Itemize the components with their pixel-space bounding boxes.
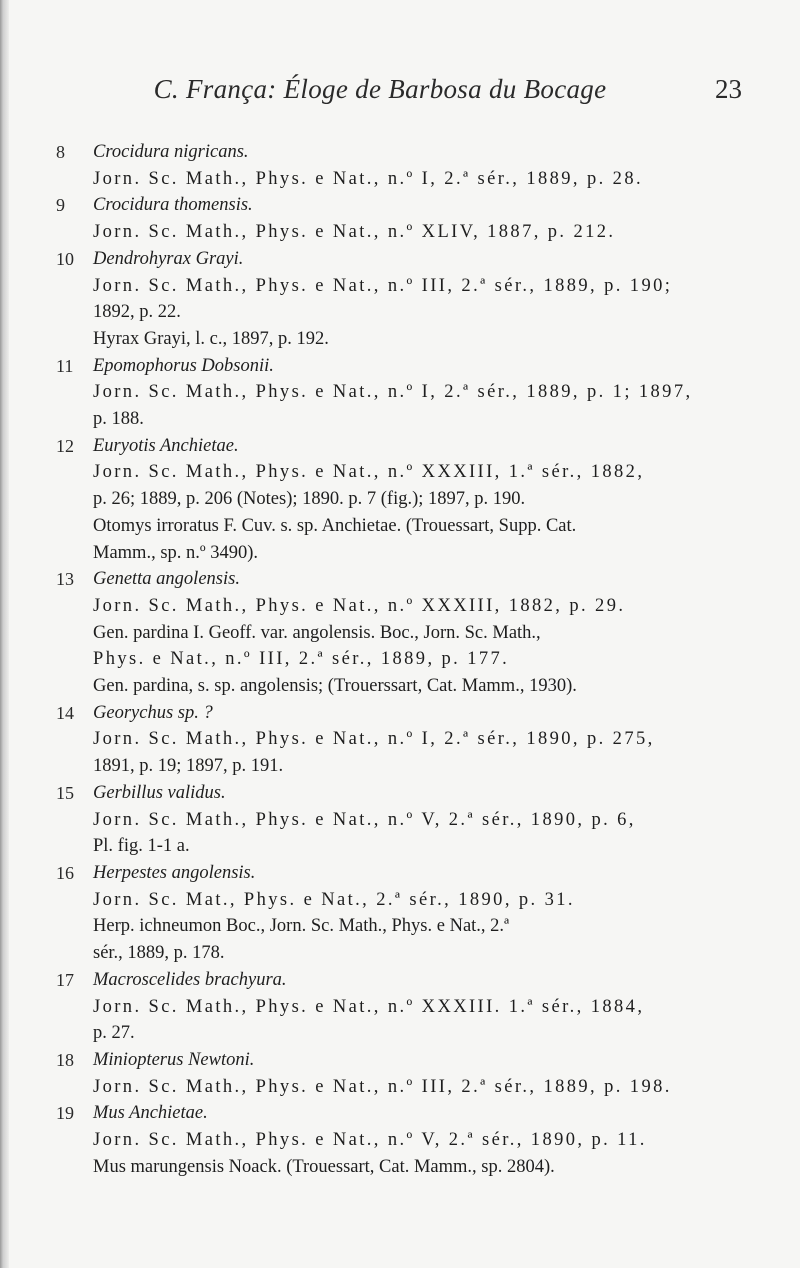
list-item (0, 246, 800, 353)
reference-line: Hyrax Grayi, l. c., 1897, p. 192. (93, 328, 329, 349)
species-name: Crocidura thomensis. (93, 195, 253, 216)
list-item (0, 780, 800, 860)
list-item (0, 860, 800, 967)
reference-line: Jorn. Sc. Mat., Phys. e Nat., 2.ª sér., 1890, p. 31. (93, 889, 575, 910)
list-item (0, 1100, 800, 1180)
species-name: Mus Anchietae. (93, 1103, 208, 1124)
entry-number: 8 (56, 142, 65, 162)
list-item (0, 192, 800, 245)
species-name: Georychus sp. ? (93, 702, 213, 723)
reference-line: Jorn. Sc. Math., Phys. e Nat., n.º XLIV, 1887, p. 212. (93, 222, 616, 243)
page-header (0, 74, 800, 114)
list-item (0, 433, 800, 567)
reference-line: 1891, p. 19; 1897, p. 191. (93, 756, 284, 777)
reference-line: Herp. ichneumon Boc., Jorn. Sc. Math., Phys. e Nat., 2.ª (93, 916, 510, 937)
species-name: Genetta angolensis. (93, 569, 240, 590)
reference-line: Gen. pardina I. Geoff. var. angolensis. Boc., Jorn. Sc. Math., (93, 622, 541, 643)
reference-line: Jorn. Sc. Math., Phys. e Nat., n.º I, 2.ª sér., 1889, p. 28. (93, 168, 643, 189)
species-name: Gerbillus validus. (93, 782, 226, 803)
reference-line: p. 26; 1889, p. 206 (Notes); 1890. p. 7 (fig.); 1897, p. 190. (93, 489, 526, 510)
reference-line: Jorn. Sc. Math., Phys. e Nat., n.º V, 2.ª sér., 1890, p. 6, (93, 809, 636, 830)
species-list (0, 139, 800, 1180)
entry-number: 19 (56, 1103, 74, 1124)
entry-number: 17 (56, 969, 74, 990)
reference-line: Phys. e Nat., n.º III, 2.ª sér., 1889, p. 177. (93, 649, 510, 670)
list-item (0, 967, 800, 1047)
reference-line: Jorn. Sc. Math., Phys. e Nat., n.º XXXIII, 1.ª sér., 1882, (93, 462, 645, 483)
species-name: Epomophorus Dobsonii. (93, 355, 274, 376)
species-name: Herpestes angolensis. (93, 862, 256, 883)
reference-line: Jorn. Sc. Math., Phys. e Nat., n.º XXXIII, 1882, p. 29. (93, 595, 626, 616)
page-number: 23 (715, 74, 742, 104)
reference-line: 1892, p. 22. (93, 302, 181, 323)
entry-number: 9 (56, 195, 65, 216)
reference-line: Jorn. Sc. Math., Phys. e Nat., n.º XXXIII. 1.ª sér., 1884, (93, 996, 645, 1017)
list-item (0, 1047, 800, 1100)
reference-line: Mus marungensis Noack. (Trouessart, Cat. Mamm., sp. 2804). (93, 1156, 555, 1177)
entry-number: 16 (56, 862, 74, 883)
species-name: Dendrohyrax Grayi. (93, 248, 244, 269)
reference-line: sér., 1889, p. 178. (93, 943, 225, 964)
entry-number: 15 (56, 782, 74, 803)
reference-line: p. 188. (93, 409, 144, 430)
entry-number: 18 (56, 1049, 74, 1070)
reference-line: Jorn. Sc. Math., Phys. e Nat., n.º I, 2.ª sér., 1889, p. 1; 1897, (93, 382, 693, 403)
entry-number: 11 (56, 355, 74, 376)
reference-line: p. 27. (93, 1023, 135, 1044)
entry-number: 13 (56, 569, 74, 590)
list-item (0, 353, 800, 433)
list-item (0, 566, 800, 700)
species-name: Macroscelides brachyura. (93, 969, 287, 990)
species-name: Miniopterus Newtoni. (93, 1049, 255, 1070)
reference-line: Jorn. Sc. Math., Phys. e Nat., n.º III, 2.ª sér., 1889, p. 190; (93, 275, 673, 296)
reference-line: Gen. pardina, s. sp. angolensis; (Trouerssart, Cat. Mamm., 1930). (93, 676, 577, 697)
reference-line: Jorn. Sc. Math., Phys. e Nat., n.º I, 2.ª sér., 1890, p. 275, (93, 729, 655, 750)
species-name: Euryotis Anchietae. (93, 435, 239, 456)
species-name: Crocidura nigricans. (93, 142, 249, 162)
list-item (0, 700, 800, 780)
reference-line: Jorn. Sc. Math., Phys. e Nat., n.º V, 2.ª sér., 1890, p. 11. (93, 1130, 647, 1151)
list-item (0, 139, 800, 192)
running-title: C. França: Éloge de Barbosa du Bocage (153, 74, 607, 104)
entry-number: 10 (56, 248, 74, 269)
reference-line: Mamm., sp. n.º 3490). (93, 542, 259, 563)
reference-line: Jorn. Sc. Math., Phys. e Nat., n.º III, 2.ª sér., 1889, p. 198. (93, 1076, 672, 1097)
entry-number: 12 (56, 435, 74, 456)
reference-line: Pl. fig. 1-1 a. (93, 836, 190, 857)
reference-line: Otomys irroratus F. Cuv. s. sp. Anchietae. (Trouessart, Supp. Cat. (93, 515, 577, 536)
entry-number: 14 (56, 702, 74, 723)
